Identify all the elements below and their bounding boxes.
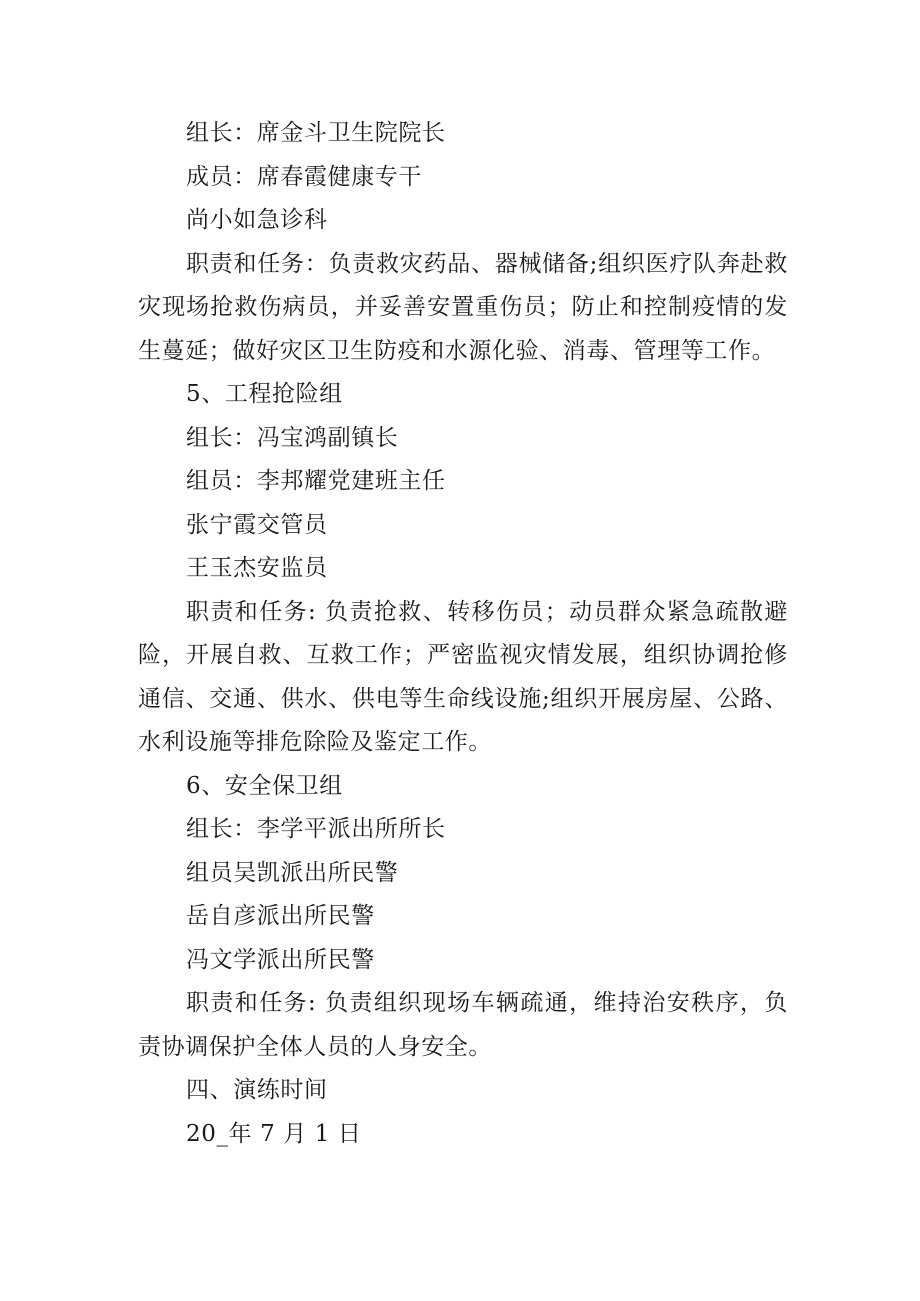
security-group-leader: 组长：李学平派出所所长 xyxy=(186,816,446,842)
security-group-member-1: 组员吴凯派出所民警 xyxy=(186,859,399,886)
drill-time-date: 20_年 7 月 1 日 xyxy=(186,1120,362,1147)
document-body xyxy=(138,112,788,1156)
security-group-member-2: 岳自彦派出所民警 xyxy=(186,903,375,929)
engineering-group-member-3: 王玉杰安监员 xyxy=(186,555,328,581)
medical-group-duties: 职责和任务：负责救灾药品、器械储备;组织医疗队奔赴救灾现场抢救伤病员，并妥善安置重伤员；防止和控制疫情的发生蔓延；做好灾区卫生防疫和水源化验、消毒、管理等工作。 xyxy=(138,250,788,364)
engineering-group-member-1: 组员：李邦耀党建班主任 xyxy=(186,468,446,494)
engineering-group-member-2: 张宁霞交管员 xyxy=(186,511,328,538)
security-group-member-3: 冯文学派出所民警 xyxy=(186,946,375,973)
drill-time-heading: 四、演练时间 xyxy=(186,1077,328,1103)
engineering-group-duties: 职责和任务: 负责抢救、转移伤员；动员群众紧急疏散避险，开展自救、互救工作；严密监视灾情发展，组织协调抢修通信、交通、供水、供电等生命线设施;组织开展房屋、公路、水利设施等排危除险及鉴定工作。 xyxy=(138,598,788,755)
security-group-duties: 职责和任务: 负责组织现场车辆疏通，维持治安秩序，负责协调保护全体人员的人身安全。 xyxy=(138,990,788,1060)
medical-group-leader: 组长：席金斗卫生院院长 xyxy=(186,120,446,146)
medical-group-member-1: 成员：席春霞健康专干 xyxy=(186,163,422,190)
security-group-heading: 6、安全保卫组 xyxy=(186,772,343,799)
engineering-group-heading: 5、工程抢险组 xyxy=(186,381,343,407)
medical-group-member-2: 尚小如急诊科 xyxy=(186,207,328,233)
engineering-group-leader: 组长：冯宝鸿副镇长 xyxy=(186,424,399,451)
